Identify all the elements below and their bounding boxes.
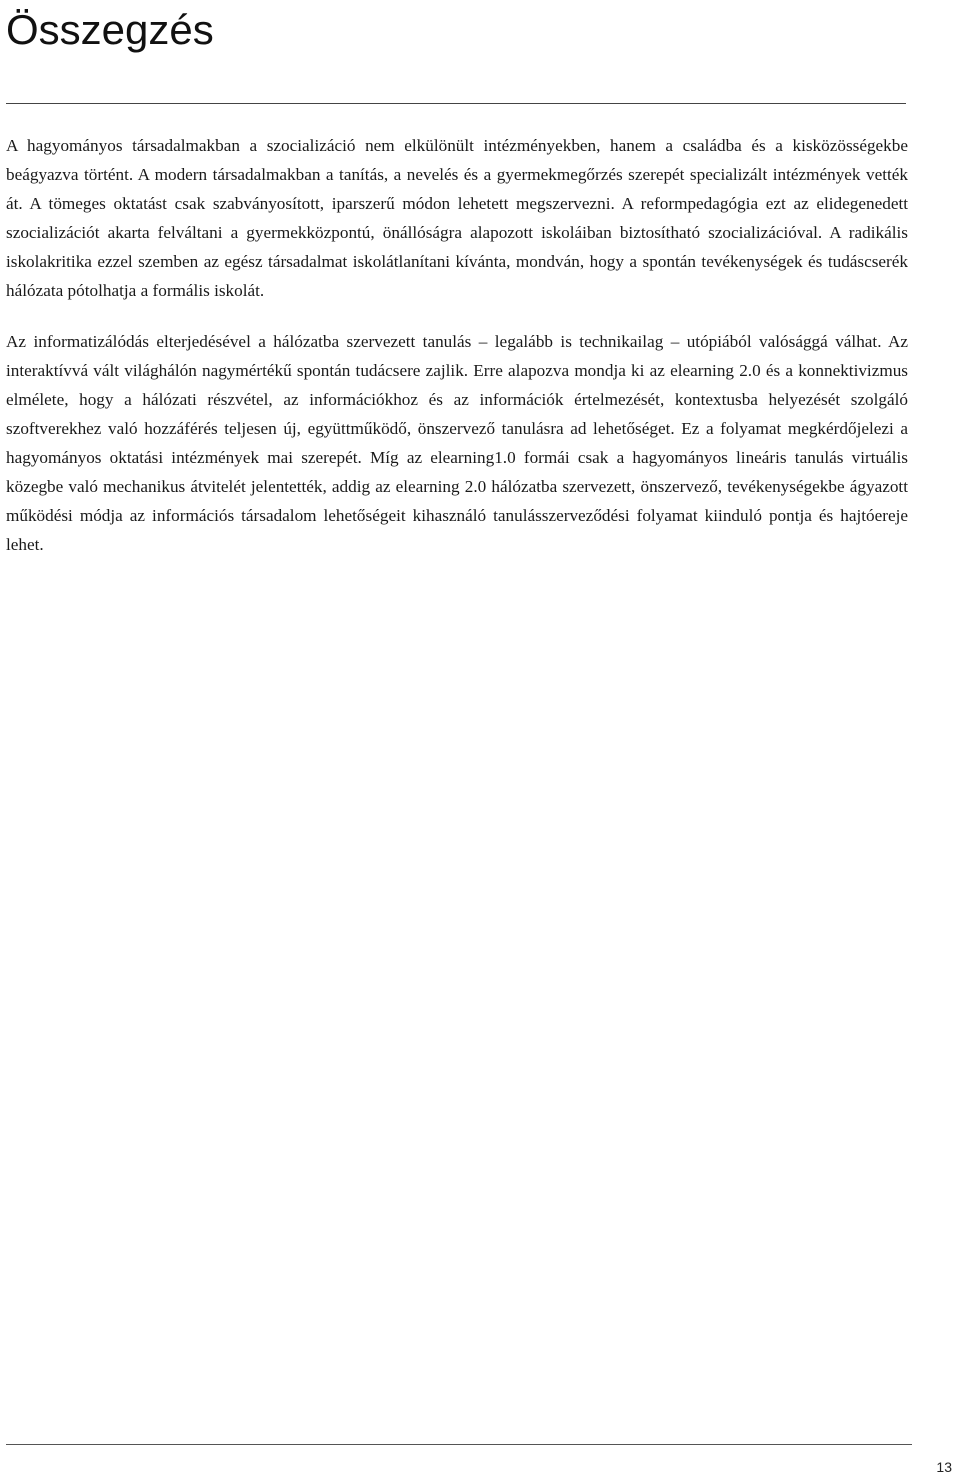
footer-divider (6, 1444, 912, 1445)
paragraph-2: Az informatizálódás elterjedésével a hálózatba szervezett tanulás – legalább is technikailag – utópiából valósággá válhat. Az interaktívvá vált világhálón nagymértékű spontán tudácsere zajlik. Erre alapozva mondja ki az elearning 2.0 és a konnektivizmus elmélete, hogy a hálózati részvétel, az információkhoz és az információk értelmezését, kontextusba helyezését szolgáló szoftverekhez való hozzáférés teljesen új, együttműködő, önszervező tanulásra ad lehetőséget. Ez a folyamat megkérdőjelezi a hagyományos oktatási intézmények mai szerepét. Míg az elearning1.0 formái csak a hagyományos lineáris tanulás virtuális közegbe való mechanikus átvitelét jelentették, addig az elearning 2.0 hálózatba szervezett, önszervező, tevékenységekbe ágyazott működési módja az információs társadalom lehetőségeit kihasználó tanulásszerveződési folyamat kiinduló pontja és hajtóereje lehet. (6, 332, 908, 554)
title-divider (6, 103, 906, 104)
page-number: 13 (936, 1459, 952, 1475)
paragraph-1: A hagyományos társadalmakban a szocializáció nem elkülönült intézményekben, hanem a családba és a kisközösségekbe beágyazva történt. A modern társadalmakban a tanítás, a nevelés és a gyermekmegőrzés szerepét specializált intézmények vették át. A tömeges oktatást csak szabványosított, iparszerű módon lehetett megszervezni. A reformpedagógia ezt az elidegenedett szocializációt akarta felváltani a gyermekközpontú, önállóságra alapozott iskoláiban biztosítható szocializációval. A radikális iskolakritika ezzel szemben az egész társadalmat iskolátlanítani kívánta, mondván, hogy a spontán tevékenységek és tudáscserék hálózata pótolhatja a formális iskolát. (6, 136, 908, 300)
page-title: Összegzés (6, 6, 214, 53)
document-body (6, 131, 908, 559)
